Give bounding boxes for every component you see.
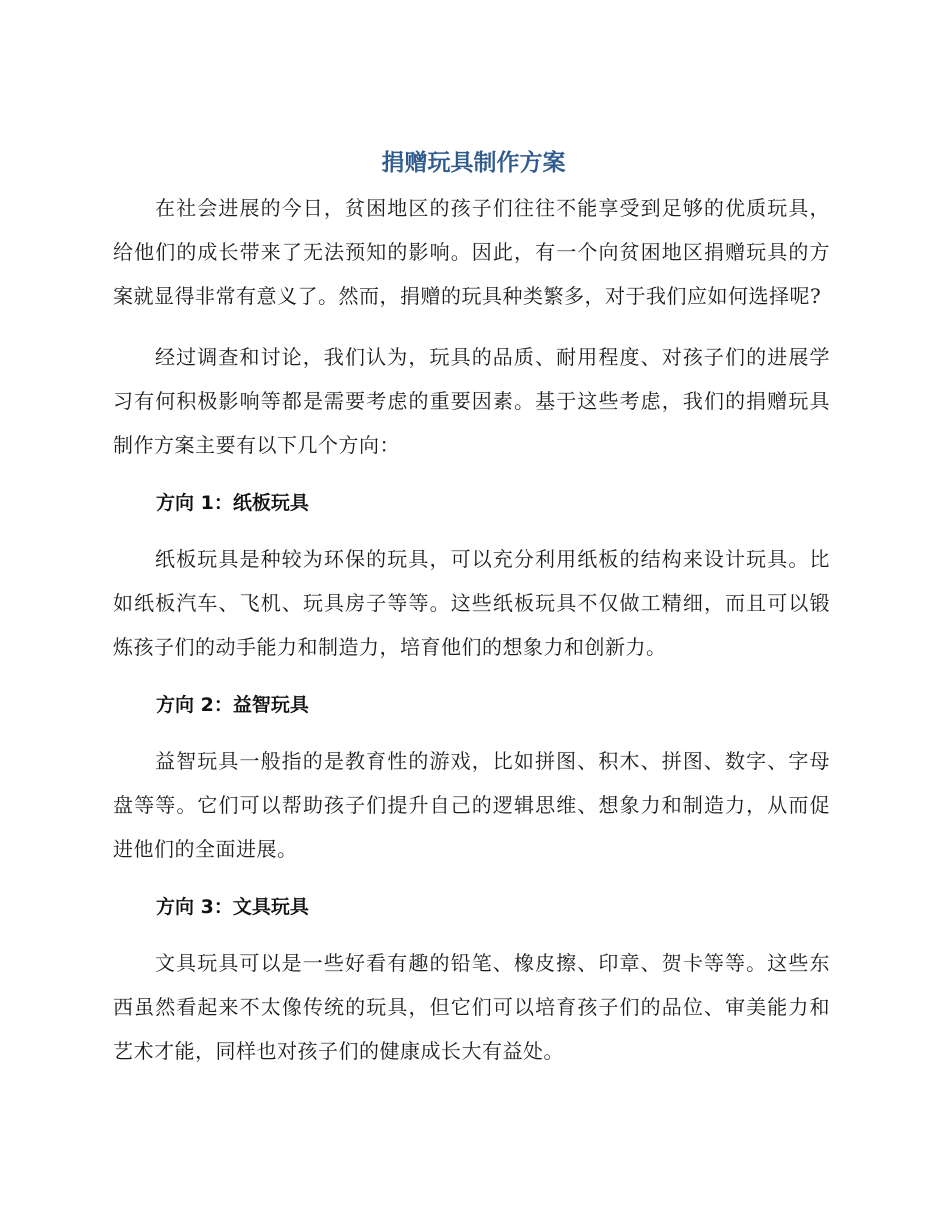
document-title: 捐赠玩具制作方案 bbox=[381, 150, 566, 176]
section-heading-2: 方向 2：益智玩具 bbox=[156, 694, 309, 716]
section-heading-3: 方向 3：文具玩具 bbox=[156, 896, 309, 918]
intro-paragraph-1: 在社会进展的今日，贫困地区的孩子们往往不能享受到足够的优质玩具，给他们的成长带来了无法预知的影响。因此，有一个向贫困地区捐赠玩具的方案就显得非常有意义了。然而，捐赠的玩具种类繁多，对于我们应如何选择呢? bbox=[113, 196, 830, 308]
section-heading-1: 方向 1：纸板玩具 bbox=[156, 492, 309, 514]
intro-paragraph-2: 经过调查和讨论，我们认为，玩具的品质、耐用程度、对孩子们的进展学习有何积极影响等都是需要考虑的重要因素。基于这些考虑，我们的捐赠玩具制作方案主要有以下几个方向： bbox=[113, 345, 830, 457]
section-body-2: 益智玩具一般指的是教育性的游戏，比如拼图、积木、拼图、数字、字母盘等等。它们可以帮助孩子们提升自己的逻辑思维、想象力和制造力，从而促进他们的全面进展。 bbox=[113, 749, 830, 861]
section-body-1: 纸板玩具是种较为环保的玩具，可以充分利用纸板的结构来设计玩具。比如纸板汽车、飞机、玩具房子等等。这些纸板玩具不仅做工精细，而且可以锻炼孩子们的动手能力和制造力，培育他们的想象力和创新力。 bbox=[113, 547, 830, 659]
section-body-3: 文具玩具可以是一些好看有趣的铅笔、橡皮擦、印章、贺卡等等。这些东西虽然看起来不太像传统的玩具，但它们可以培育孩子们的品位、审美能力和艺术才能，同样也对孩子们的健康成长大有益处。 bbox=[113, 951, 830, 1063]
